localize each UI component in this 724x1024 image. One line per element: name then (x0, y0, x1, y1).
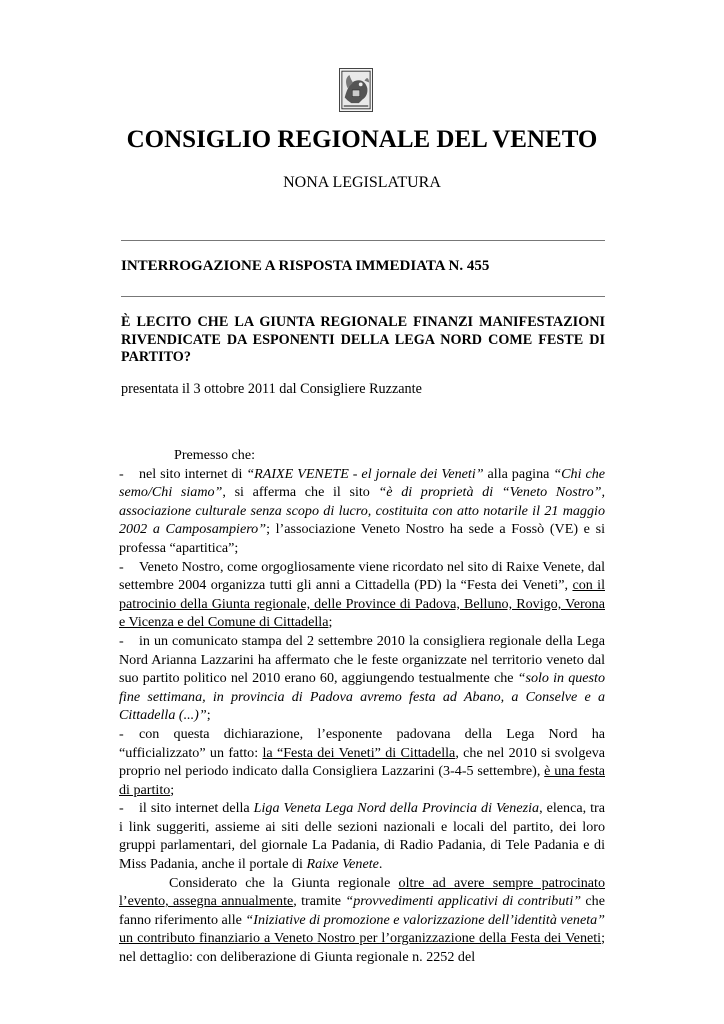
list-dash: - (119, 800, 124, 817)
list-dash: - (119, 558, 124, 575)
document-body (119, 446, 605, 967)
paragraph-1: - nel sito internet di “RAIXE VENETE - el jornale dei Veneti” alla pagina “Chi che semo/Chi siamo”, si afferma che il sito “è di proprietà di “Veneto Nostro”, associazione culturale senza scopo di lucro, costituita con atto notarile il 21 maggio 2002 a Camposampiero”; l’associazione Veneto Nostro ha sede a Fossò (VE) e si professa “apartitica”; (119, 465, 606, 556)
lion-of-saint-mark-emblem-icon (339, 68, 373, 112)
legislature-subtitle: NONA LEGISLATURA (283, 174, 441, 191)
list-dash: - (119, 465, 124, 482)
premesso-line: Premesso che: (174, 447, 256, 463)
list-dash: - (119, 632, 124, 649)
list-dash: - (119, 725, 124, 742)
paragraph-2: - Veneto Nostro, come orgogliosamente viene ricordato nel sito di Raixe Venete, dal settembre 2004 organizza tutti gli anni a Cittadella (PD) la “Festa dei Veneti”, con il patrocinio della Giunta regionale, delle Province di Padova, Belluno, Rovigo, Verona e Vicenza e del Comune di Cittadella; (119, 558, 605, 631)
paragraph-6: Considerato che la Giunta regionale oltre ad avere sempre patrocinato l’evento, assegna annualmente, tramite “provvedimenti applicativi di contributi” che fanno riferimento alle “Iniziative di promozione e valorizzazione dell’identità veneta” un contributo finanziario a Veneto Nostro per l’organizzazione della Festa dei Veneti; nel dettaglio: con deliberazione di Giunta regionale n. 2252 del (119, 874, 606, 966)
paragraph-3: - in un comunicato stampa del 2 settembre 2010 la consigliera regionale della Lega Nord Arianna Lazzarini ha affermato che le feste organizzate nel territorio veneto dal suo partito politico nel 2010 erano 60, aggiungendo testualmente che “solo in questo fine settimana, in provincia di Padova avremo festa ad Abano, a Conselve e a Cittadella (...)”; (119, 632, 605, 724)
paragraph-4: - con questa dichiarazione, l’esponente padovana della Lega Nord ha “ufficializzato” un fatto: la “Festa dei Veneti” di Cittadella, che nel 2010 si svolgeva proprio nel periodo indicato dalla Consigliera Lazzarini (3-4-5 settembre), è una festa di partito; (119, 725, 605, 798)
document-heading: INTERROGAZIONE A RISPOSTA IMMEDIATA N. 455 (121, 258, 490, 274)
presented-by: presentata il 3 ottobre 2011 dal Consigliere Ruzzante (121, 381, 422, 397)
paragraph-5: - il sito internet della Liga Veneta Lega Nord della Provincia di Venezia, elenca, tra i link suggeriti, assieme ai siti delle sezioni nazionali e locali del partito, dei loro gruppi parlamentari, del giornale La Padania, di Radio Padania, di Tele Padania e di Miss Padania, anche il portale di Raixe Venete. (119, 800, 605, 873)
divider-bottom (121, 296, 605, 297)
institution-title: CONSIGLIO REGIONALE DEL VENETO (126, 126, 598, 153)
question-title: È LECITO CHE LA GIUNTA REGIONALE FINANZI MANIFESTAZIONI RIVENDICATE DA ESPONENTI DELLA LEGA NORD COME FESTE DI PARTITO? (121, 314, 605, 365)
divider-top (121, 240, 605, 241)
